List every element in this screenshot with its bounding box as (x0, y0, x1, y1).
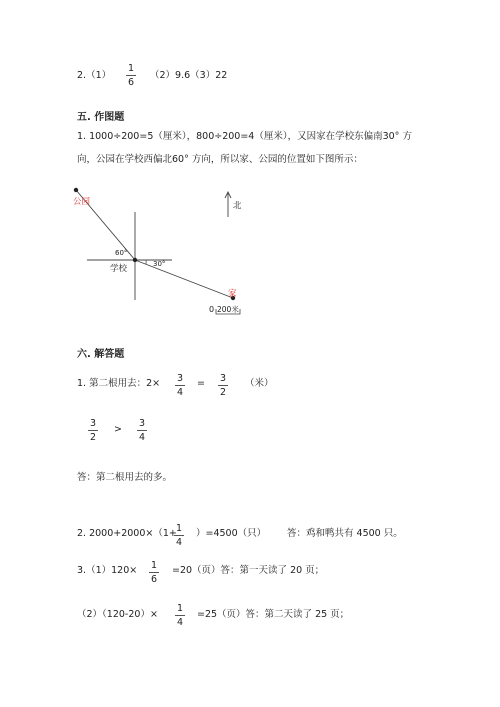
q3-part2-suffix: =25（页）答：第二天读了 25 页； (197, 609, 350, 620)
fraction-bar (126, 75, 136, 76)
fraction-bar (88, 430, 98, 431)
q2b-suffix: ）=4500（只） (196, 528, 267, 539)
q2-part1-label: 2.（1） (77, 70, 112, 81)
fraction-denominator: 2 (89, 432, 97, 443)
fraction-denominator: 6 (150, 574, 158, 585)
angle60-label: 60° (115, 249, 128, 257)
fraction-numerator: 3 (138, 418, 146, 429)
fraction-bar (137, 430, 147, 431)
home-label: 家 (228, 289, 237, 299)
q3-part1-suffix: =20（页）答：第一天读了 20 页； (172, 565, 325, 576)
fraction-numerator: 1 (176, 603, 184, 614)
q1-prefix: 1. 第二根用去：2× (77, 378, 161, 389)
q2b-fraction (174, 523, 184, 548)
q3-part2-prefix: （2）（120-20）× (77, 609, 158, 620)
q1-compare-fraction-a (88, 418, 98, 443)
q2b-answer: 答：鸡和鸭共有 4500 只。 (287, 528, 403, 539)
park-point (74, 188, 78, 192)
park-label: 公园 (73, 197, 91, 207)
q3-part1-fraction (149, 560, 159, 585)
q2-parts-2-3: （2）9.6（3）22 (150, 70, 228, 81)
fraction-numerator: 1 (175, 523, 183, 534)
school-point (133, 258, 137, 262)
fraction-bar (175, 385, 185, 386)
fraction-numerator: 1 (127, 63, 135, 74)
fraction-bar (149, 572, 159, 573)
north-label: 北 (233, 201, 242, 211)
q1-compare-sign: > (114, 424, 122, 435)
q1-answer: 答：第二根用去的多。 (77, 472, 173, 483)
fraction-numerator: 3 (89, 418, 97, 429)
section5-heading: 五. 作图题 (77, 112, 125, 123)
fraction-bar (218, 385, 228, 386)
scale-label: 200米 (217, 305, 239, 314)
section6-heading: 六. 解答题 (77, 349, 125, 360)
q1-fraction-1 (175, 373, 185, 398)
fraction-numerator: 1 (150, 560, 158, 571)
angle30-label: 30° (153, 260, 166, 268)
fraction-numerator: 3 (176, 373, 184, 384)
section5-line2: 向，公园在学校西偏北60° 方向，所以家、公园的位置如下图所示： (77, 154, 363, 165)
q1-equals: = (197, 378, 205, 389)
home-direction-line (135, 260, 233, 298)
fraction-denominator: 4 (138, 432, 146, 443)
scale-zero: 0 (209, 305, 215, 314)
position-diagram (60, 185, 260, 320)
school-label: 学校 (110, 264, 128, 274)
q1-unit: （米） (245, 378, 274, 389)
q3-part2-fraction (175, 603, 185, 628)
fraction-denominator: 4 (175, 537, 183, 548)
q2-fraction (126, 63, 136, 88)
q3-part1-prefix: 3.（1）120× (77, 565, 138, 576)
fraction-denominator: 6 (127, 77, 135, 88)
fraction-numerator: 3 (219, 373, 227, 384)
q1-fraction-2 (218, 373, 228, 398)
section5-line1: 1. 1000÷200=5（厘米），800÷200=4（厘米），又因家在学校东偏南30° 方 (77, 131, 412, 142)
fraction-bar (174, 535, 184, 536)
q1-compare-fraction-b (137, 418, 147, 443)
fraction-bar (175, 615, 185, 616)
fraction-denominator: 4 (176, 617, 184, 628)
fraction-denominator: 2 (219, 387, 227, 398)
fraction-denominator: 4 (176, 387, 184, 398)
q2b-prefix: 2. 2000+2000×（1+ (77, 528, 177, 539)
